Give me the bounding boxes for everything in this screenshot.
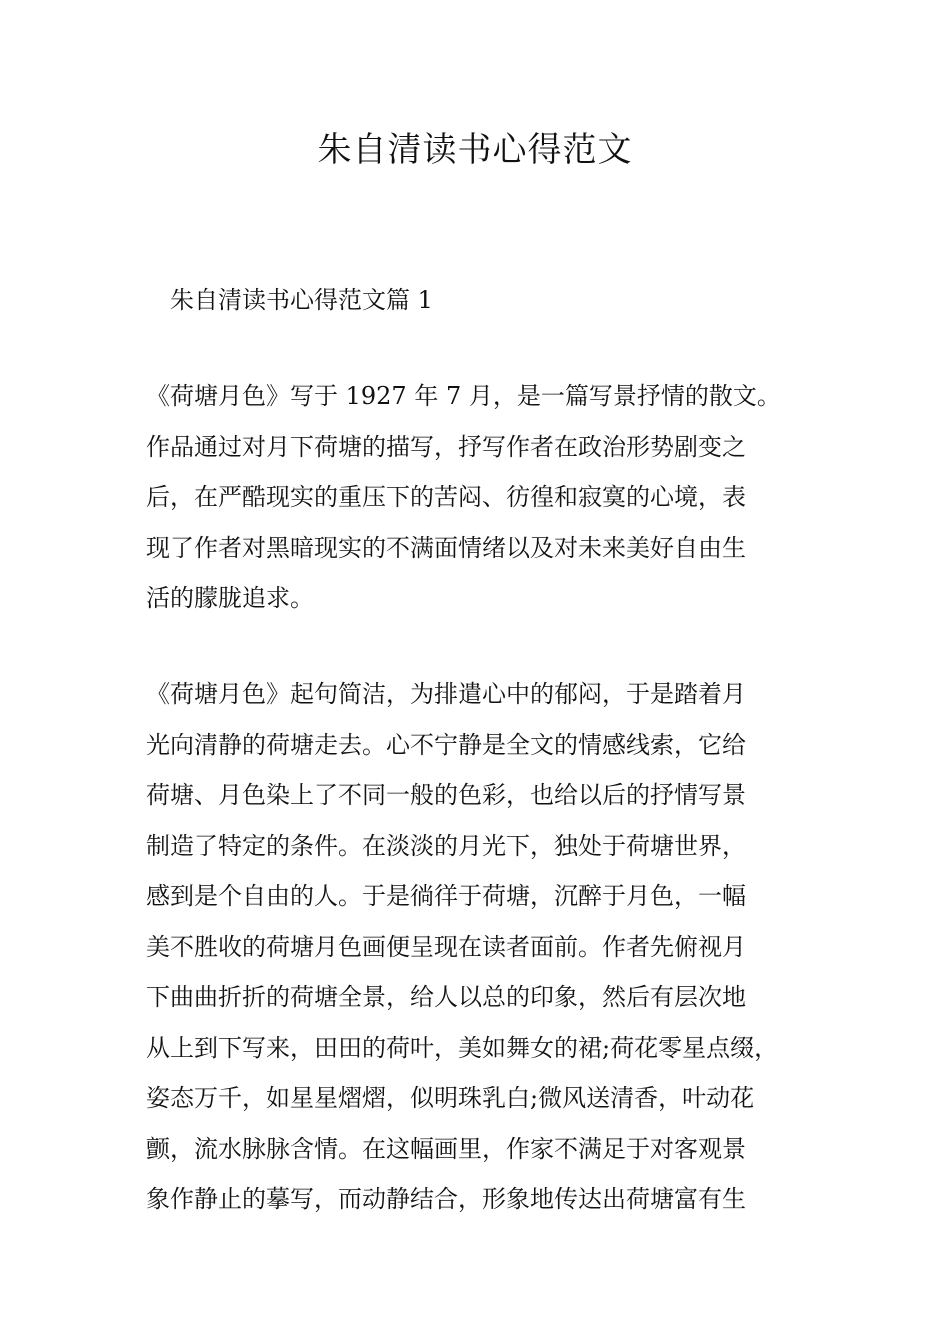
paragraph-2 bbox=[146, 676, 826, 1232]
paragraph-line: 荷塘、月色染上了不同一般的色彩，也给以后的抒情写景 bbox=[146, 781, 746, 809]
paragraph-1 bbox=[146, 378, 826, 631]
paragraph-line: 活的朦胧追求。 bbox=[146, 584, 314, 612]
document-title: 朱自清读书心得范文 bbox=[317, 130, 633, 170]
paragraph-line: 下曲曲折折的荷塘全景，给人以总的印象，然后有层次地 bbox=[146, 983, 746, 1011]
paragraph-line: 作品通过对月下荷塘的描写，抒写作者在政治形势剧变之 bbox=[146, 432, 746, 461]
paragraph-line: 光向清静的荷塘走去。心不宁静是全文的情感线索，它给 bbox=[146, 730, 746, 759]
paragraph-line: 制造了特定的条件。在淡淡的月光下，独处于荷塘世界， bbox=[146, 831, 746, 860]
paragraph-line: 从上到下写来，田田的荷叶，美如舞女的裙;荷花零星点缀， bbox=[146, 1033, 779, 1062]
paragraph-line: 颤，流水脉脉含情。在这幅画里，作家不满足于对客观景 bbox=[146, 1134, 746, 1163]
paragraph-line: 姿态万千，如星星熠熠，似明珠乳白;微风送清香，叶动花 bbox=[146, 1084, 755, 1112]
paragraph-line: 后，在严酷现实的重压下的苦闷、彷徨和寂寞的心境，表 bbox=[146, 483, 746, 511]
paragraph-line: 感到是个自由的人。于是徜徉于荷塘，沉醉于月色，一幅 bbox=[146, 882, 746, 910]
paragraph-line: 美不胜收的荷塘月色画便呈现在读者面前。作者先俯视月 bbox=[146, 932, 746, 961]
paragraph-line: 现了作者对黑暗现实的不满面情绪以及对未来美好自由生 bbox=[146, 533, 746, 562]
section-heading: 朱自清读书心得范文篇 1 bbox=[170, 286, 433, 314]
paragraph-line: 《荷塘月色》写于 1927 年 7 月，是一篇写景抒情的散文。 bbox=[146, 382, 781, 410]
paragraph-line: 象作静止的摹写，而动静结合，形象地传达出荷塘富有生 bbox=[146, 1185, 746, 1213]
paragraph-line: 《荷塘月色》起句简洁，为排遣心中的郁闷，于是踏着月 bbox=[146, 680, 746, 708]
